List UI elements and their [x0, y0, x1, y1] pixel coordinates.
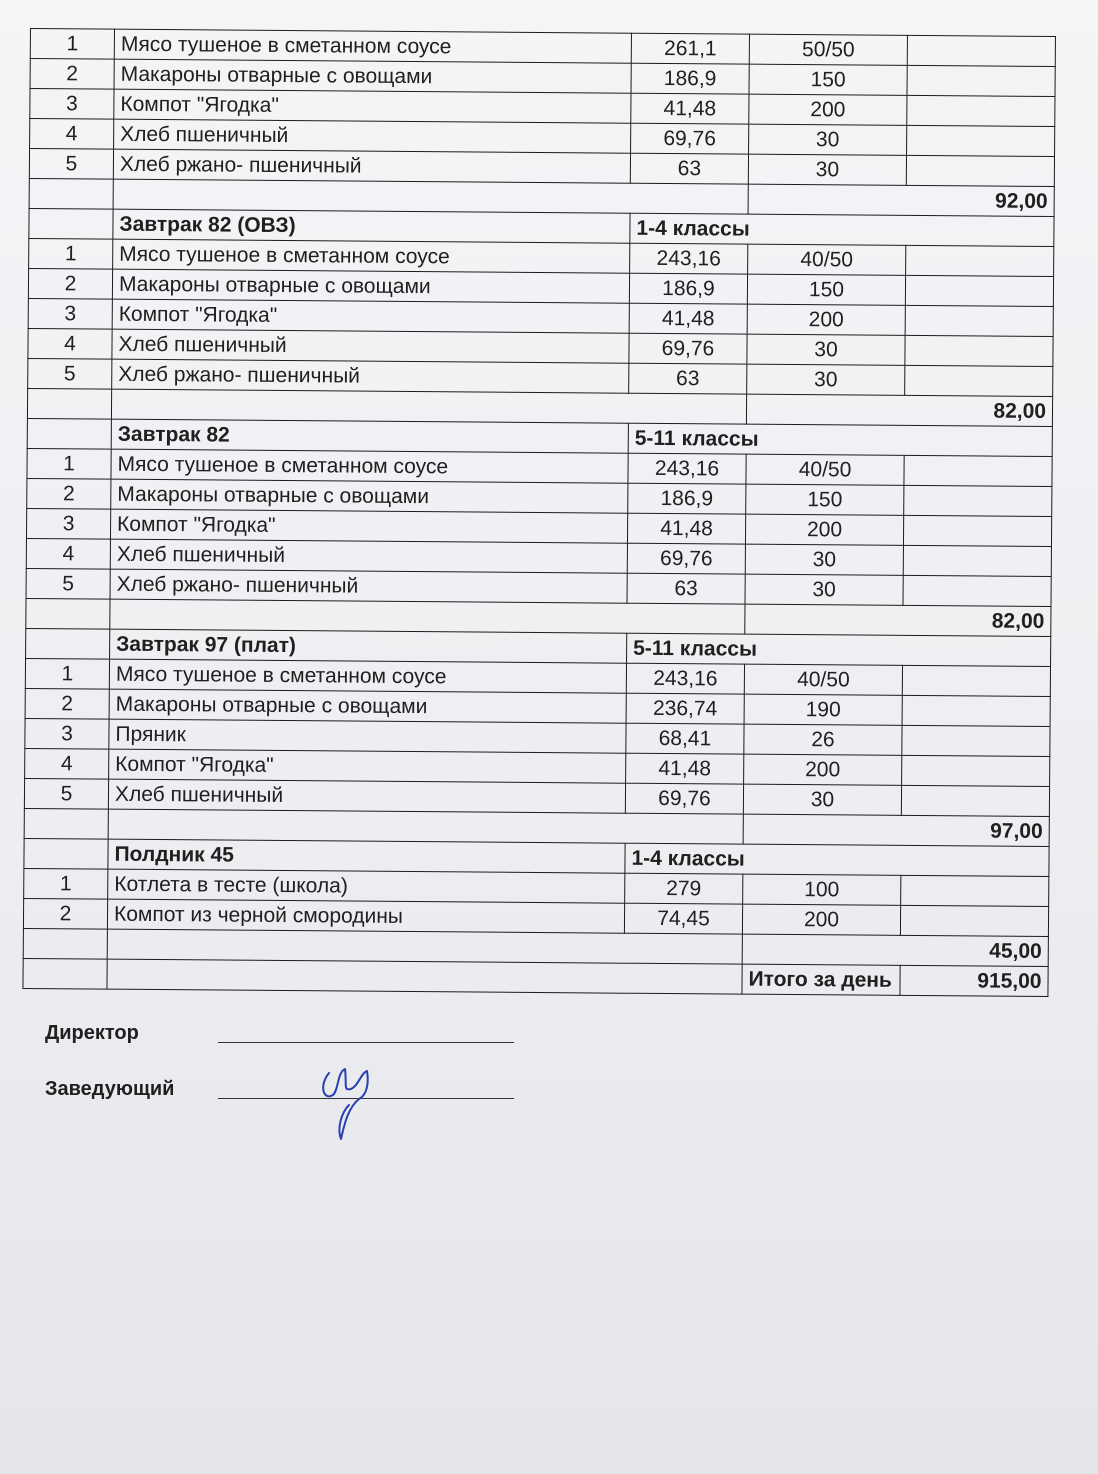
dish-name: Хлеб ржано- пшеничный [113, 149, 630, 183]
dish-value: 236,74 [626, 693, 744, 724]
empty-cell [905, 275, 1053, 306]
dish-name: Хлеб пшеничный [114, 119, 631, 153]
dish-weight: 150 [746, 484, 904, 515]
dish-name: Мясо тушеное в сметанном соусе [111, 449, 628, 483]
empty-cell [23, 958, 107, 989]
empty-cell [901, 875, 1049, 906]
dish-number: 1 [30, 29, 114, 60]
dish-value: 243,16 [626, 663, 744, 694]
dish-number: 5 [29, 149, 113, 180]
section-title: Завтрак 82 [111, 419, 628, 453]
dish-name: Хлеб пшеничный [112, 329, 629, 363]
menu-sheet [30, 28, 1055, 993]
dish-number: 4 [25, 748, 109, 779]
empty-cell [26, 628, 110, 659]
empty-cell [905, 335, 1053, 366]
empty-cell [27, 418, 111, 449]
dish-number: 1 [27, 448, 111, 479]
empty-cell [903, 515, 1051, 546]
dish-number: 3 [30, 89, 114, 120]
dish-value: 243,16 [628, 453, 746, 484]
dish-name: Хлеб пшеничный [108, 779, 625, 813]
dish-number: 5 [24, 778, 108, 809]
dish-name: Мясо тушеное в сметанном соусе [113, 239, 630, 273]
manager-label: Заведующий [45, 1078, 175, 1100]
empty-cell [113, 179, 748, 214]
empty-cell [900, 905, 1048, 936]
dish-value: 74,45 [624, 903, 742, 934]
empty-cell [903, 575, 1051, 606]
dish-number: 4 [28, 328, 112, 359]
dish-name: Хлеб ржано- пшеничный [112, 359, 629, 393]
section-classes: 5-11 классы [628, 423, 1052, 456]
director-signature-line [218, 1042, 514, 1043]
empty-cell [902, 725, 1050, 756]
dish-weight: 30 [748, 154, 906, 185]
dish-name: Компот "Ягодка" [114, 89, 631, 123]
section-classes: 5-11 классы [627, 633, 1051, 666]
director-label: Директор [45, 1022, 139, 1044]
handwritten-signature [315, 1055, 385, 1145]
dish-number: 2 [27, 478, 111, 509]
dish-value: 41,48 [626, 753, 744, 784]
dish-value: 69,76 [627, 543, 745, 574]
empty-cell [907, 95, 1055, 126]
dish-value: 41,48 [629, 303, 747, 334]
dish-name: Пряник [109, 719, 626, 753]
empty-cell [902, 755, 1050, 786]
section-title: Полдник 45 [108, 839, 625, 873]
dish-weight: 30 [749, 124, 907, 155]
dish-value: 186,9 [628, 483, 746, 514]
dish-value: 63 [629, 363, 747, 394]
dish-weight: 200 [742, 904, 900, 935]
dish-value: 63 [630, 153, 748, 184]
section-total: 45,00 [742, 934, 1048, 966]
dish-number: 3 [25, 718, 109, 749]
dish-value: 69,76 [629, 333, 747, 364]
dish-name: Макароны отварные с овощами [111, 479, 628, 513]
dish-value: 261,1 [631, 33, 749, 64]
dish-value: 69,76 [631, 123, 749, 154]
dish-value: 41,48 [631, 93, 749, 124]
dish-value: 186,9 [631, 63, 749, 94]
empty-cell [907, 65, 1055, 96]
dish-weight: 26 [744, 724, 902, 755]
dish-value: 41,48 [627, 513, 745, 544]
dish-number: 5 [26, 568, 110, 599]
dish-name: Мясо тушеное в сметанном соусе [109, 659, 626, 693]
dish-weight: 40/50 [744, 664, 902, 695]
section-title: Завтрак 97 (плат) [110, 629, 627, 663]
empty-cell [110, 599, 745, 634]
dish-number: 3 [28, 298, 112, 329]
dish-weight: 100 [743, 874, 901, 905]
dish-number: 1 [29, 238, 113, 269]
section-total: 82,00 [746, 394, 1052, 426]
empty-cell [905, 305, 1053, 336]
dish-number: 1 [25, 658, 109, 689]
dish-weight: 200 [749, 94, 907, 125]
empty-cell [906, 155, 1054, 186]
empty-cell [107, 959, 742, 994]
dish-value: 63 [627, 573, 745, 604]
menu-table [22, 28, 1056, 997]
section-classes: 1-4 классы [625, 843, 1049, 876]
dish-number: 5 [28, 358, 112, 389]
dish-weight: 50/50 [749, 34, 907, 65]
dish-name: Компот "Ягодка" [112, 299, 629, 333]
dish-value: 69,76 [625, 783, 743, 814]
menu-table-body [23, 29, 1056, 997]
dish-name: Мясо тушеное в сметанном соусе [114, 29, 631, 63]
dish-weight: 30 [747, 364, 905, 395]
empty-cell [111, 389, 746, 424]
dish-weight: 30 [747, 334, 905, 365]
dish-weight: 190 [744, 694, 902, 725]
dish-number: 2 [28, 268, 112, 299]
dish-name: Хлеб ржано- пшеничный [110, 569, 627, 603]
section-classes: 1-4 классы [630, 213, 1054, 246]
dish-weight: 40/50 [746, 454, 904, 485]
dish-weight: 30 [745, 544, 903, 575]
dish-name: Компот "Ягодка" [109, 749, 626, 783]
dish-weight: 200 [745, 514, 903, 545]
dish-value: 186,9 [629, 273, 747, 304]
dish-weight: 30 [745, 574, 903, 605]
empty-cell [26, 598, 110, 629]
dish-number: 4 [30, 119, 114, 150]
day-total-label: Итого за день [742, 964, 900, 995]
dish-name: Котлета в тесте (школа) [108, 869, 625, 903]
dish-value: 243,16 [630, 243, 748, 274]
empty-cell [904, 455, 1052, 486]
dish-number: 2 [25, 688, 109, 719]
dish-number: 2 [30, 59, 114, 90]
dish-name: Хлеб пшеничный [110, 539, 627, 573]
dish-name: Макароны отварные с овощами [112, 269, 629, 303]
dish-weight: 150 [747, 274, 905, 305]
empty-cell [903, 545, 1051, 576]
dish-name: Компот из черной смородины [107, 899, 624, 933]
dish-value: 279 [625, 873, 743, 904]
empty-cell [906, 245, 1054, 276]
dish-weight: 200 [747, 304, 905, 335]
dish-weight: 30 [743, 784, 901, 815]
empty-cell [904, 485, 1052, 516]
empty-cell [23, 928, 107, 959]
dish-number: 3 [26, 508, 110, 539]
empty-cell [907, 125, 1055, 156]
dish-weight: 40/50 [748, 244, 906, 275]
section-title: Завтрак 82 (ОВЗ) [113, 209, 630, 243]
empty-cell [24, 838, 108, 869]
section-total: 97,00 [743, 814, 1049, 846]
empty-cell [902, 665, 1050, 696]
empty-cell [905, 365, 1053, 396]
empty-cell [29, 208, 113, 239]
dish-number: 4 [26, 538, 110, 569]
day-total-value: 915,00 [900, 965, 1048, 996]
dish-weight: 150 [749, 64, 907, 95]
section-total: 92,00 [748, 184, 1054, 216]
empty-cell [29, 178, 113, 209]
section-total: 82,00 [745, 604, 1051, 636]
empty-cell [907, 35, 1055, 66]
dish-name: Макароны отварные с овощами [114, 59, 631, 93]
dish-value: 68,41 [626, 723, 744, 754]
empty-cell [27, 388, 111, 419]
empty-cell [107, 929, 742, 964]
empty-cell [108, 809, 743, 844]
dish-weight: 200 [744, 754, 902, 785]
empty-cell [901, 785, 1049, 816]
dish-name: Макароны отварные с овощами [109, 689, 626, 723]
dish-number: 1 [24, 868, 108, 899]
dish-name: Компот "Ягодка" [110, 509, 627, 543]
dish-number: 2 [23, 898, 107, 929]
empty-cell [24, 808, 108, 839]
empty-cell [902, 695, 1050, 726]
